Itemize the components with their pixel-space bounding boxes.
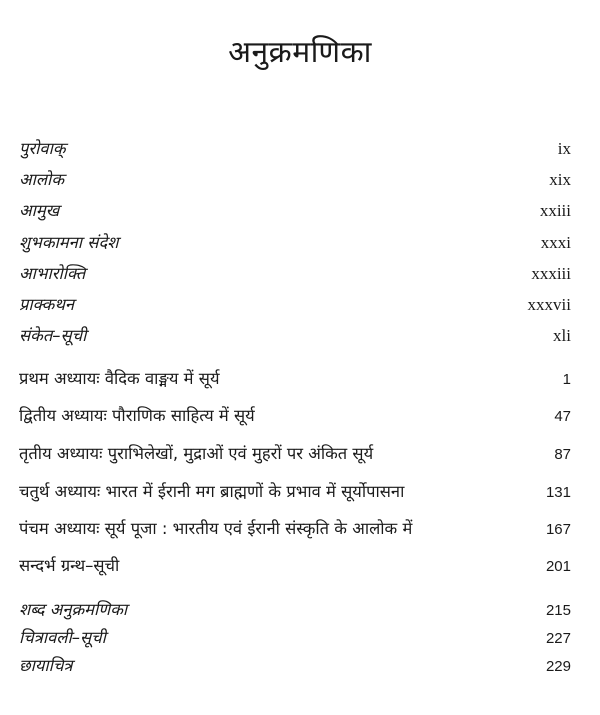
toc-entry — [19, 597, 571, 620]
toc-entry-page: xxiii — [539, 201, 571, 220]
toc-entry-page: 201 — [545, 558, 571, 575]
toc-entry-label: चित्रावली–सूची — [19, 628, 106, 647]
toc-entry-label: शब्द अनुक्रमणिका — [19, 600, 128, 619]
toc-entry-page: 87 — [554, 446, 571, 463]
toc-entry — [19, 198, 571, 221]
toc-entry — [19, 653, 571, 676]
toc-entry-page: 167 — [545, 521, 571, 538]
toc-entry-label: सन्दर्भ ग्रन्थ–सूची — [19, 556, 120, 575]
toc-entry — [19, 366, 571, 389]
toc-entry-page: xix — [549, 170, 571, 189]
toc-entry — [19, 167, 571, 190]
toc-entry-page: 47 — [554, 408, 571, 425]
toc-entry-page: ix — [557, 139, 571, 158]
toc-entry-page: xxxvii — [527, 295, 571, 314]
toc-entry — [19, 136, 571, 159]
toc-entry-label: चतुर्थ अध्यायः भारत में ईरानी मग ब्राह्मणों के प्रभाव में सूर्योपासना — [19, 482, 405, 501]
toc-entry — [19, 625, 571, 648]
toc-entry — [19, 323, 571, 346]
toc-entry — [19, 516, 571, 539]
toc-entry-label: संकेत–सूची — [19, 326, 87, 345]
toc-entry — [19, 479, 571, 502]
toc-entry-label: प्राक्कथन — [19, 295, 75, 314]
toc-entry — [19, 292, 571, 315]
toc-entry-page: xxxiii — [531, 264, 571, 283]
toc-entry — [19, 553, 571, 576]
toc-entry-page: xxxi — [540, 233, 571, 252]
toc-entry-page: 131 — [545, 484, 571, 501]
page-title: अनुक्रमणिका — [228, 35, 372, 70]
toc-entry-label: तृतीय अध्यायः पुराभिलेखों, मुद्राओं एवं मुहरों पर अंकित सूर्य — [19, 444, 374, 463]
toc-entry — [19, 230, 571, 253]
toc-entry-page: 215 — [545, 602, 571, 619]
toc-entry-label: द्वितीय अध्यायः पौराणिक साहित्य में सूर्य — [19, 406, 255, 425]
toc-entry-page: 1 — [562, 371, 571, 388]
toc-entry — [19, 441, 571, 464]
toc-entry-label: प्रथम अध्यायः वैदिक वाङ्मय में सूर्य — [19, 369, 220, 388]
toc-entry-label: पुरोवाक् — [19, 139, 66, 158]
toc-entry-label: छायाचित्र — [19, 656, 73, 675]
toc-entry — [19, 261, 571, 284]
toc-entry-label: आलोक — [19, 170, 64, 189]
toc-entry-label: पंचम अध्यायः सूर्य पूजा : भारतीय एवं ईरानी संस्कृति के आलोक में — [19, 519, 413, 538]
toc-entry-page: xli — [553, 326, 571, 345]
toc-entry-page: 229 — [545, 658, 571, 675]
toc-entry — [19, 403, 571, 426]
toc-entry-label: आमुख — [19, 201, 60, 220]
toc-entry-label: आभारोक्ति — [19, 264, 86, 283]
toc-entry-label: शुभकामना संदेश — [19, 233, 119, 252]
toc-entry-page: 227 — [545, 630, 571, 647]
